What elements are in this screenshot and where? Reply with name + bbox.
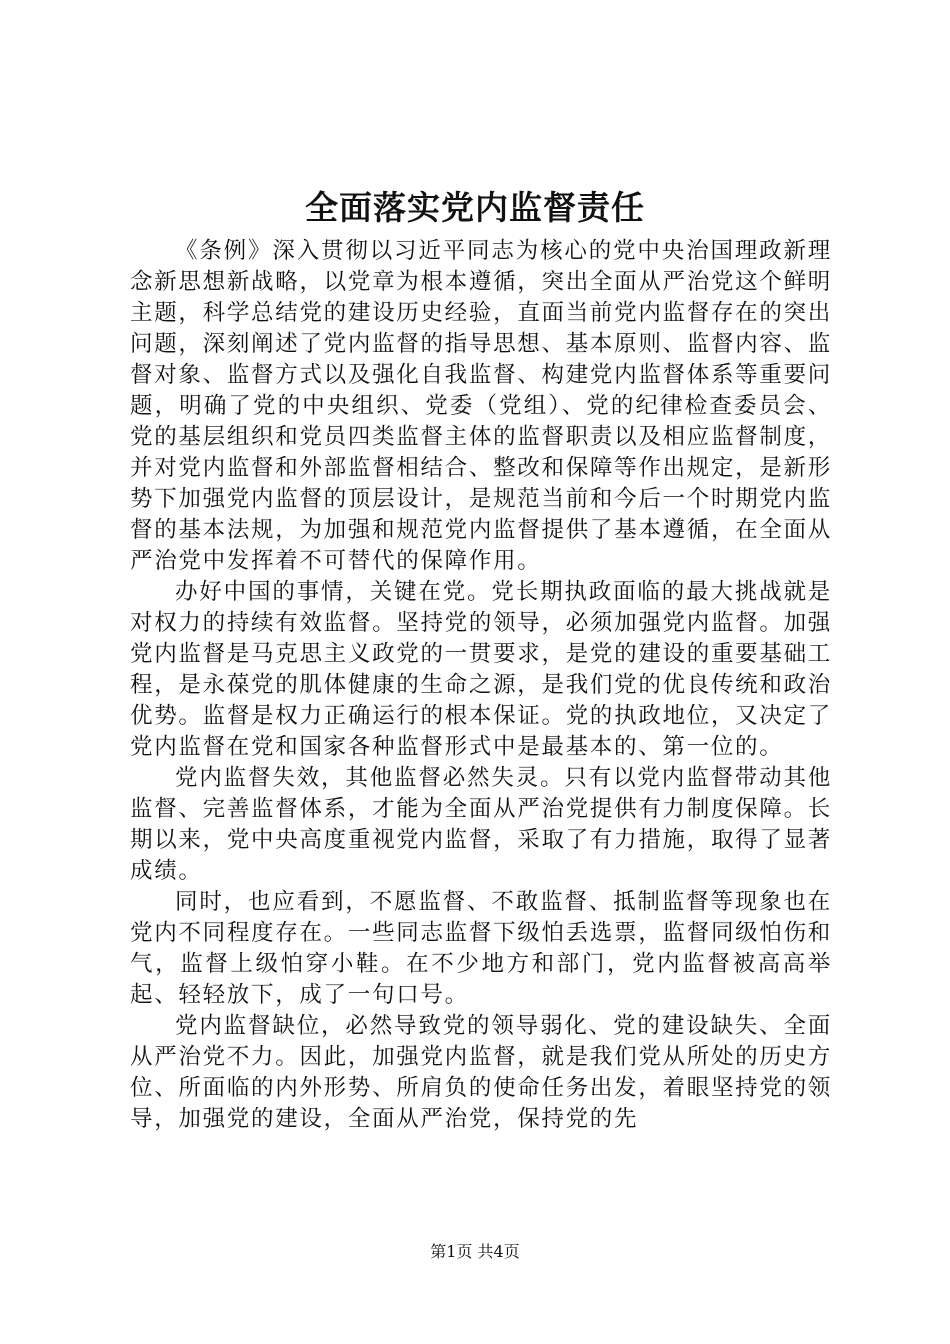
paragraph-2: 办好中国的事情，关键在党。党长期执政面临的最大挑战就是对权力的持续有效监督。坚持党的领导，必须加强党内监督。加强党内监督是马克思主义政党的一贯要求，是党的建设的重要基础工程，是永葆党的肌体健康的生命之源，是我们党的优良传统和政治优势。监督是权力正确运行的根本保证。党的执政地位，又决定了党内监督在党和国家各种监督形式中是最基本的、第一位的。	[130, 579, 832, 760]
paragraph-3: 党内监督失效，其他监督必然失灵。只有以党内监督带动其他监督、完善监督体系，才能为全面从严治党提供有力制度保障。长期以来，党中央高度重视党内监督，采取了有力措施，取得了显著成绩。	[130, 765, 832, 884]
page-number-footer: 第1页 共4页	[430, 1242, 520, 1261]
paragraph-4: 同时，也应看到，不愿监督、不敢监督、抵制监督等现象也在党内不同程度存在。一些同志监督下级怕丢选票，监督同级怕伤和气，监督上级怕穿小鞋。在不少地方和部门，党内监督被高高举起、轻轻放下，成了一句口号。	[130, 889, 832, 1008]
document-body	[130, 236, 832, 1135]
paragraph-1: 《条例》深入贯彻以习近平同志为核心的党中央治国理政新理念新思想新战略，以党章为根本遵循，突出全面从严治党这个鲜明主题，科学总结党的建设历史经验，直面当前党内监督存在的突出问题，深刻阐述了党内监督的指导思想、基本原则、监督内容、监督对象、监督方式以及强化自我监督、构建党内监督体系等重要问题，明确了党的中央组织、党委（党组）、党的纪律检查委员会、党的基层组织和党员四类监督主体的监督职责以及相应监督制度，并对党内监督和外部监督相结合、整改和保障等作出规定，是新形势下加强党内监督的顶层设计，是规范当前和今后一个时期党内监督的基本法规，为加强和规范党内监督提供了基本遵循，在全面从严治党中发挥着不可替代的保障作用。	[130, 238, 832, 574]
paragraph-5: 党内监督缺位，必然导致党的领导弱化、党的建设缺失、全面从严治党不力。因此，加强党内监督，就是我们党从所处的历史方位、所面临的内外形势、所肩负的使命任务出发，着眼坚持党的领导，加强党的建设，全面从严治党，保持党的先	[130, 1013, 832, 1132]
document-title: 全面落实党内监督责任	[305, 188, 645, 227]
